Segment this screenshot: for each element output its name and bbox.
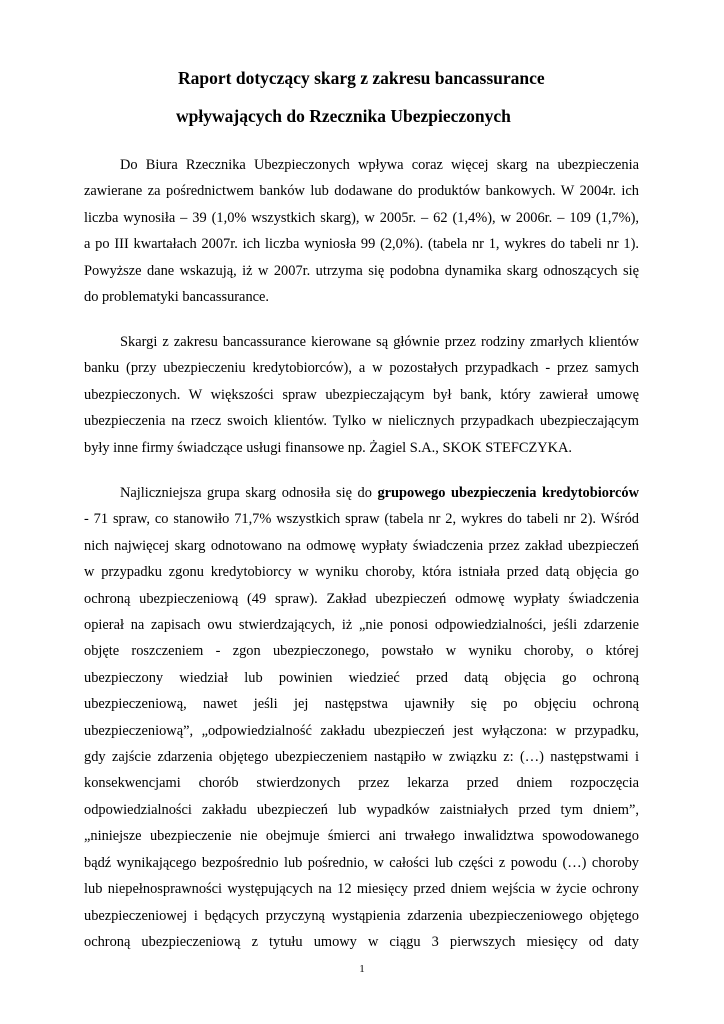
text-line: ubezpieczenia na rzecz swoich klientów. Tylko w nielicznych przypadkach ubezpieczającym bbox=[84, 413, 639, 430]
text-line: nich najwięcej skarg odnotowano na odmowę wypłaty świadczenia przez zakład ubezpieczeń bbox=[84, 537, 639, 554]
bold-phrase: grupowego ubezpieczenia kredytobiorców bbox=[377, 485, 640, 501]
text-line: ochroną ubezpieczeniową z tytułu umowy w ciągu 3 pierwszych miesięcy od daty bbox=[84, 933, 639, 950]
text-line: gdy zajście zdarzenia objętego ubezpieczeniem nastąpiło w związku z: (…) następstwami i bbox=[84, 749, 639, 766]
text-line: zawierane za pośrednictwem banków lub dodawane do produktów bankowych. W 2004r. ich bbox=[84, 183, 639, 200]
text-line: ubezpieczeniową, nawet jeśli jej następstwa ujawniły się po objęciu ochroną bbox=[84, 696, 639, 713]
page-number: 1 bbox=[359, 963, 365, 975]
text-line: Powyższe dane wskazują, iż w 2007r. utrzyma się podobna dynamika skarg odnoszących się bbox=[84, 262, 639, 279]
text-line: lub niepełnosprawności występujących na 12 miesięcy przed dniem wejścia w życie ochrony bbox=[84, 881, 639, 898]
text-line: ubezpieczeniowej i będących przyczyną wystąpienia zdarzenia ubezpieczeniowego objętego bbox=[84, 907, 639, 924]
text-line: ochroną ubezpieczeniową (49 spraw). Zakład ubezpieczeń odmowę wypłaty świadczenia bbox=[84, 590, 639, 607]
paragraph-complaint-statistics bbox=[84, 152, 639, 310]
text-line: ubezpieczeniową”, „odpowiedzialność zakładu ubezpieczeń jest wyłączona: w przypadku, bbox=[84, 722, 639, 739]
text-line bbox=[84, 480, 639, 506]
text-line: opierał na zapisach owu stwierdzających, iż „nie ponosi odpowiedzialności, jeśli zdarzenie bbox=[84, 617, 639, 634]
text-line: Do Biura Rzecznika Ubezpieczonych wpływa coraz więcej skarg na ubezpieczenia bbox=[120, 157, 639, 173]
text-line: ubezpieczonych. W większości spraw ubezpieczającym był bank, który zawierał umowę bbox=[84, 386, 639, 403]
text-line: - 71 spraw, co stanowiło 71,7% wszystkich spraw (tabela nr 2, wykres do tabeli nr 2). Wśród bbox=[84, 511, 639, 528]
text-line: objęte roszczeniem - zgon ubezpieczonego, powstało w wyniku choroby, o której bbox=[84, 643, 639, 660]
text-line: bądź wynikającego bezpośrednio lub pośrednio, w całości lub części z powodu (…) choroby bbox=[84, 854, 639, 871]
text-run: Najliczniejsza grupa skarg odnosiła się do bbox=[120, 485, 378, 501]
text-line: a po III kwartałach 2007r. ich liczba wyniosła 99 (2,0%). (tabela nr 1, wykres do tabeli nr 1). bbox=[84, 236, 639, 253]
paragraph-group-insurance bbox=[84, 480, 639, 955]
text-line: banku (przy ubezpieczeniu kredytobiorców), a w pozostałych przypadkach - przez samych bbox=[84, 360, 639, 377]
text-line: ubezpieczony wiedział lub powinien wiedzieć przed datą objęcia go ochroną bbox=[84, 669, 639, 686]
text-line: były inne firmy świadczące usługi finansowe np. Żagiel S.A., SKOK STEFCZYKA. bbox=[84, 439, 573, 456]
text-line: Skargi z zakresu bancassurance kierowane są głównie przez rodziny zmarłych klientów bbox=[120, 334, 639, 350]
text-line: odpowiedzialności zakładu ubezpieczeń lub wypadków zaistniałych przed tym dniem”, bbox=[84, 801, 639, 818]
text-line: „niniejsze ubezpieczenie nie obejmuje śmierci ani trwałego inwalidztwa spowodowanego bbox=[84, 828, 639, 845]
text-line: konsekwencjami chorób stwierdzonych przez lekarza przed dniem rozpoczęcia bbox=[84, 775, 639, 792]
document-title-line-2: wpływających do Rzecznika Ubezpieczonych bbox=[176, 106, 511, 126]
text-line: liczba wynosiła – 39 (1,0% wszystkich skarg), w 2005r. – 62 (1,4%), w 2006r. – 109 (1,7%), bbox=[84, 209, 639, 226]
paragraph-complainants bbox=[84, 329, 639, 461]
text-line: do problematyki bancassurance. bbox=[84, 289, 270, 306]
text-line: w przypadku zgonu kredytobiorcy w wyniku choroby, która istniała przed datą objęcia go bbox=[84, 564, 639, 581]
document-title-line-1: Raport dotyczący skarg z zakresu bancassurance bbox=[178, 68, 545, 88]
